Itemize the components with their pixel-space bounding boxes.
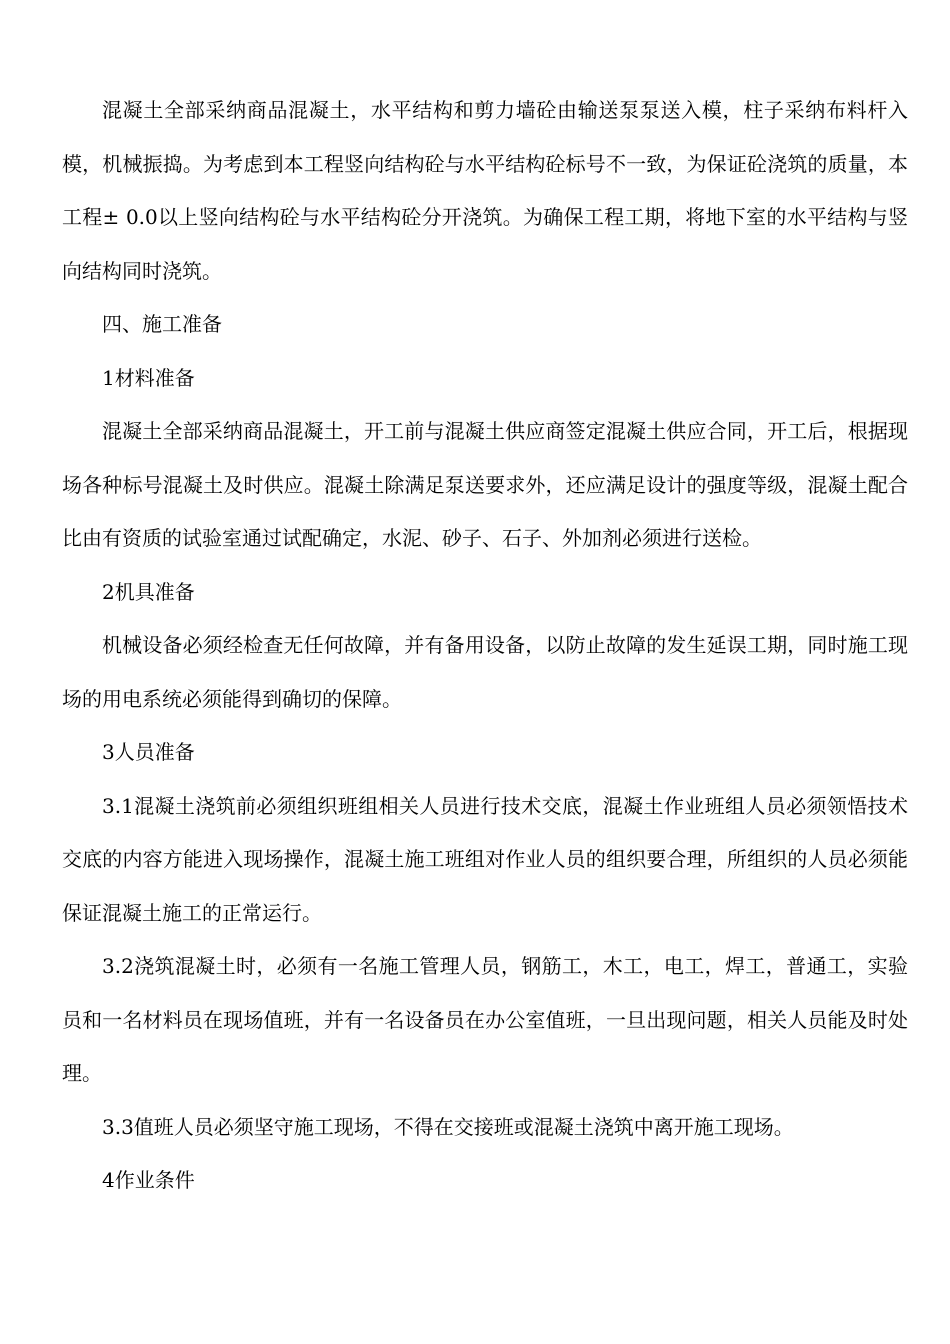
paragraph-personnel-3-1: 3.1混凝土浇筑前必须组织班组相关人员进行技术交底，混凝土作业班组人员必须领悟技术交底的内容方能进入现场操作，混凝土施工班组对作业人员的组织要合理，所组织的人员必须能保证混凝土施工的正常运行。: [62, 793, 908, 925]
paragraph-concrete-method: 混凝土全部采纳商品混凝土，水平结构和剪力墙砼由输送泵泵送入模，柱子采纳布料杆入模，机械振捣。为考虑到本工程竖向结构砼与水平结构砼标号不一致，为保证砼浇筑的质量，本工程± 0.0以上竖向结构砼与水平结构砼分开浇筑。为确保工程工期，将地下室的水平结构与竖向结构同时浇筑。: [62, 98, 908, 283]
subheading-material-preparation: 1材料准备: [102, 365, 195, 390]
paragraph-material-preparation: 混凝土全部采纳商品混凝土，开工前与混凝土供应商签定混凝土供应合同，开工后，根据现场各种标号混凝土及时供应。混凝土除满足泵送要求外，还应满足设计的强度等级，混凝土配合比由有资质的试验室通过试配确定，水泥、砂子、石子、外加剂必须进行送检。: [62, 419, 908, 550]
paragraph-equipment-preparation: 机械设备必须经检查无任何故障，并有备用设备，以防止故障的发生延误工期，同时施工现场的用电系统必须能得到确切的保障。: [62, 633, 908, 711]
document-body: [62, 84, 908, 1208]
paragraph-personnel-3-2: 3.2浇筑混凝土时，必须有一名施工管理人员，钢筋工，木工，电工，焊工，普通工，实验员和一名材料员在现场值班，并有一名设备员在办公室值班，一旦出现问题，相关人员能及时处理。: [62, 954, 908, 1085]
section-heading-construction-preparation: 四、施工准备: [102, 312, 222, 336]
subheading-equipment-preparation: 2机具准备: [102, 579, 195, 604]
subheading-work-conditions: 4作业条件: [102, 1168, 195, 1192]
subheading-personnel-preparation: 3人员准备: [102, 740, 195, 764]
paragraph-personnel-3-3: 3.3值班人员必须坚守施工现场，不得在交接班或混凝土浇筑中离开施工现场。: [102, 1114, 794, 1139]
